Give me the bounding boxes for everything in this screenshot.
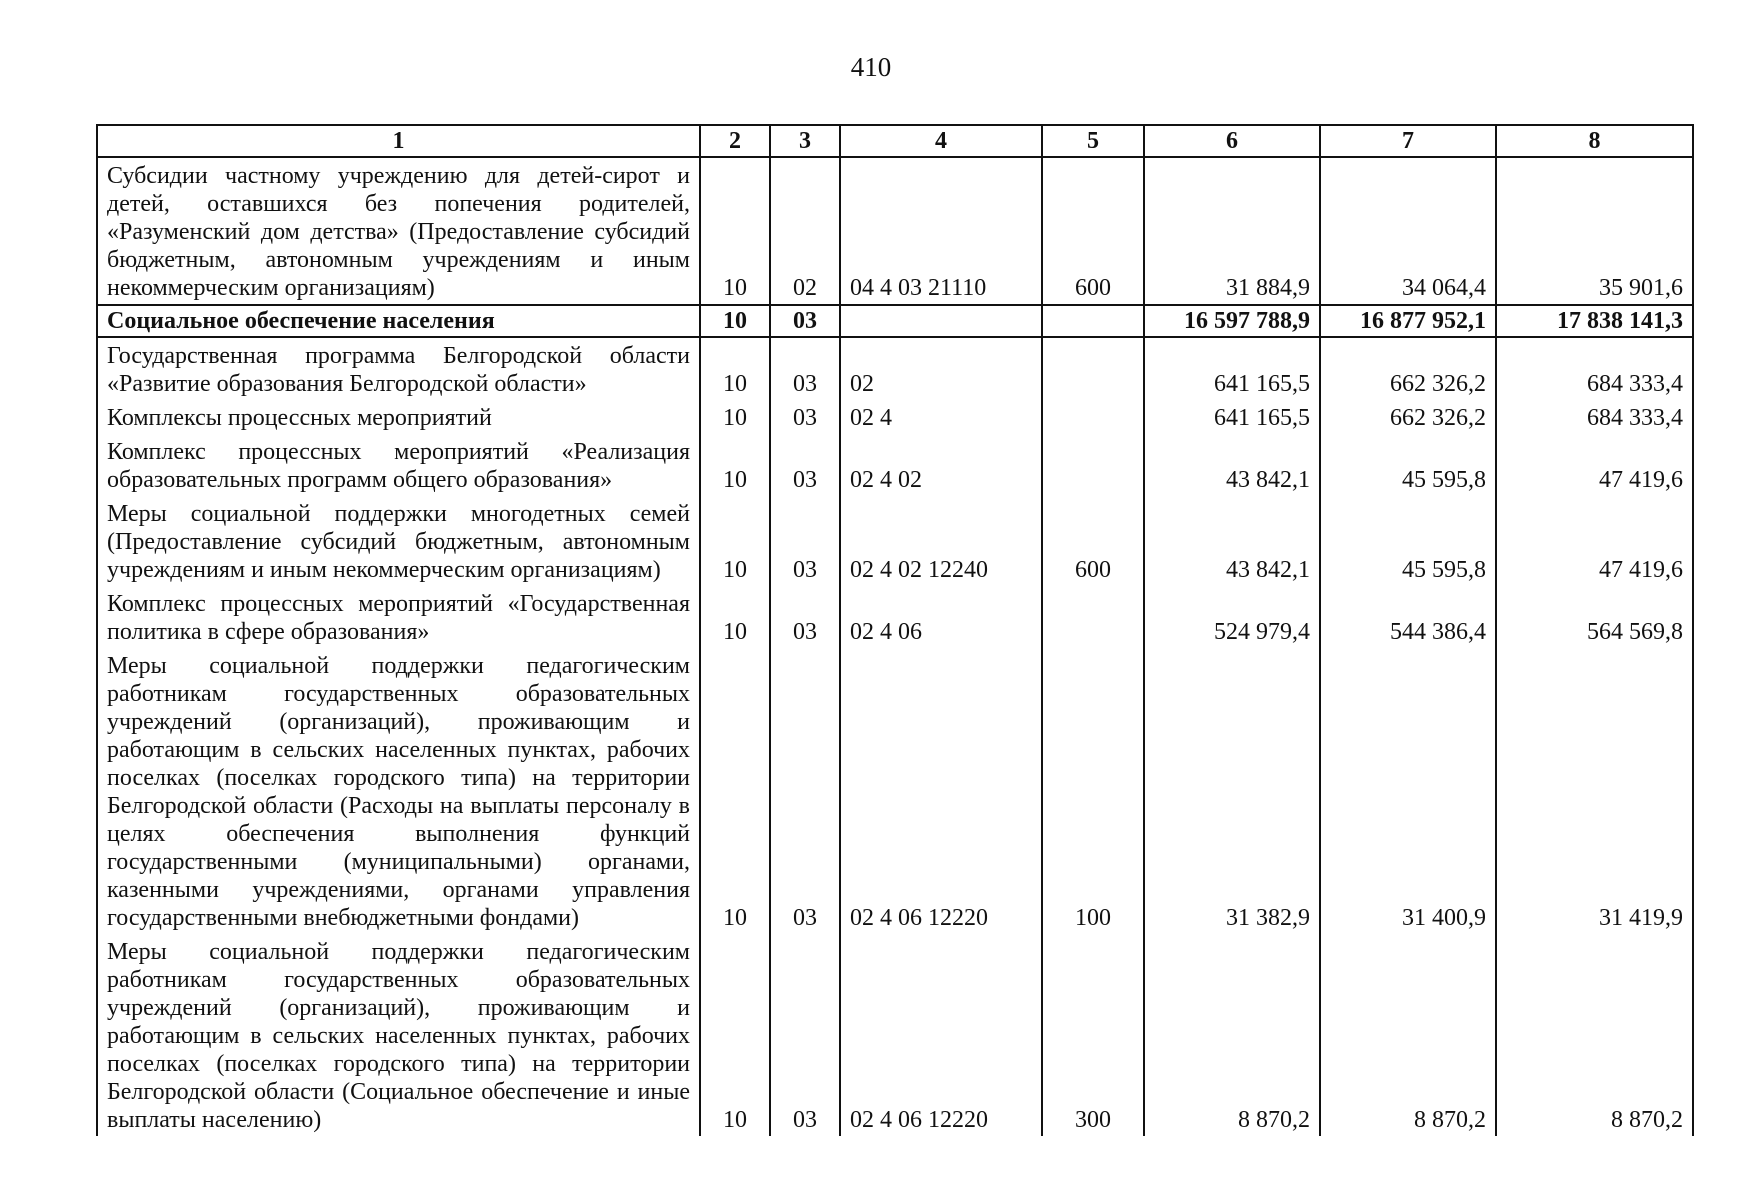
row-target-code: 02 4 02 12240 (840, 496, 1042, 586)
row-amount-3: 17 838 141,3 (1496, 305, 1693, 337)
row-razdel: 10 (700, 648, 770, 934)
row-podrazdel: 02 (770, 157, 840, 305)
row-expense-type: 600 (1042, 157, 1144, 305)
budget-table (96, 124, 1694, 1136)
row-name: Государственная программа Белгородской области «Развитие образования Белгородской области» (97, 337, 700, 400)
table-row (97, 400, 1693, 434)
row-name: Комплекс процессных мероприятий «Реализация образовательных программ общего образования» (97, 434, 700, 496)
row-amount-2: 16 877 952,1 (1320, 305, 1496, 337)
row-target-code: 02 4 06 12220 (840, 648, 1042, 934)
col-header-5: 5 (1042, 125, 1144, 157)
col-header-3: 3 (770, 125, 840, 157)
row-amount-2: 31 400,9 (1320, 648, 1496, 934)
row-name: Меры социальной поддержки многодетных семей (Предоставление субсидий бюджетным, автономным учреждениям и иным некоммерческим организациям) (97, 496, 700, 586)
col-header-8: 8 (1496, 125, 1693, 157)
row-target-code: 02 4 06 (840, 586, 1042, 648)
row-expense-type (1042, 305, 1144, 337)
row-target-code (840, 305, 1042, 337)
row-amount-3: 31 419,9 (1496, 648, 1693, 934)
row-amount-3: 35 901,6 (1496, 157, 1693, 305)
row-podrazdel: 03 (770, 934, 840, 1136)
table-row (97, 496, 1693, 586)
row-razdel: 10 (700, 337, 770, 400)
row-amount-3: 8 870,2 (1496, 934, 1693, 1136)
row-razdel: 10 (700, 305, 770, 337)
table-row (97, 337, 1693, 400)
row-amount-1: 31 382,9 (1144, 648, 1320, 934)
row-name: Меры социальной поддержки педагогическим работникам государственных образовательных учреждений (организаций), проживающим и работающим в сельских населенных пунктах, рабочих поселках (поселках городского типа) на территории Белгородской области (Социальное обеспечение и иные выплаты населению) (97, 934, 700, 1136)
row-amount-1: 16 597 788,9 (1144, 305, 1320, 337)
row-target-code: 04 4 03 21110 (840, 157, 1042, 305)
table-row (97, 648, 1693, 934)
row-expense-type (1042, 400, 1144, 434)
col-header-7: 7 (1320, 125, 1496, 157)
row-amount-1: 641 165,5 (1144, 337, 1320, 400)
row-amount-1: 524 979,4 (1144, 586, 1320, 648)
row-expense-type: 100 (1042, 648, 1144, 934)
row-podrazdel: 03 (770, 434, 840, 496)
row-name: Комплексы процессных мероприятий (97, 400, 700, 434)
table-row (97, 934, 1693, 1136)
row-amount-3: 47 419,6 (1496, 434, 1693, 496)
row-expense-type: 600 (1042, 496, 1144, 586)
row-amount-2: 662 326,2 (1320, 337, 1496, 400)
row-amount-2: 45 595,8 (1320, 434, 1496, 496)
row-amount-1: 8 870,2 (1144, 934, 1320, 1136)
row-amount-1: 43 842,1 (1144, 496, 1320, 586)
row-target-code: 02 (840, 337, 1042, 400)
row-expense-type (1042, 434, 1144, 496)
row-amount-3: 47 419,6 (1496, 496, 1693, 586)
page-number: 410 (850, 52, 892, 82)
row-razdel: 10 (700, 157, 770, 305)
row-razdel: 10 (700, 934, 770, 1136)
row-amount-1: 641 165,5 (1144, 400, 1320, 434)
row-target-code: 02 4 06 12220 (840, 934, 1042, 1136)
section-row (97, 305, 1693, 337)
row-expense-type (1042, 337, 1144, 400)
row-podrazdel: 03 (770, 648, 840, 934)
section-name: Социальное обеспечение населения (97, 305, 700, 337)
col-header-4: 4 (840, 125, 1042, 157)
row-podrazdel: 03 (770, 496, 840, 586)
row-name: Комплекс процессных мероприятий «Государственная политика в сфере образования» (97, 586, 700, 648)
row-podrazdel: 03 (770, 305, 840, 337)
row-name: Меры социальной поддержки педагогическим работникам государственных образовательных учреждений (организаций), проживающим и работающим в сельских населенных пунктах, рабочих поселках (поселках городского типа) на территории Белгородской области (Расходы на выплаты персоналу в целях обеспечения выполнения функций государственными (муниципальными) органами, казенными учреждениями, органами управления государственными внебюджетными фондами) (97, 648, 700, 934)
row-amount-2: 45 595,8 (1320, 496, 1496, 586)
row-amount-3: 684 333,4 (1496, 337, 1693, 400)
row-razdel: 10 (700, 400, 770, 434)
row-amount-1: 43 842,1 (1144, 434, 1320, 496)
row-razdel: 10 (700, 586, 770, 648)
row-expense-type: 300 (1042, 934, 1144, 1136)
row-amount-2: 8 870,2 (1320, 934, 1496, 1136)
table-row (97, 586, 1693, 648)
table-row (97, 157, 1693, 305)
header-row (97, 125, 1693, 157)
col-header-1: 1 (97, 125, 700, 157)
row-razdel: 10 (700, 434, 770, 496)
row-podrazdel: 03 (770, 337, 840, 400)
row-target-code: 02 4 02 (840, 434, 1042, 496)
row-expense-type (1042, 586, 1144, 648)
row-name: Субсидии частному учреждению для детей-сирот и детей, оставшихся без попечения родителей, «Разуменский дом детства» (Предоставление субсидий бюджетным, автономным учреждениям и иным некоммерческим организациям) (97, 157, 700, 305)
row-amount-2: 544 386,4 (1320, 586, 1496, 648)
row-amount-2: 34 064,4 (1320, 157, 1496, 305)
row-amount-3: 684 333,4 (1496, 400, 1693, 434)
row-amount-3: 564 569,8 (1496, 586, 1693, 648)
row-target-code: 02 4 (840, 400, 1042, 434)
row-podrazdel: 03 (770, 400, 840, 434)
table-row (97, 434, 1693, 496)
row-podrazdel: 03 (770, 586, 840, 648)
row-amount-2: 662 326,2 (1320, 400, 1496, 434)
row-razdel: 10 (700, 496, 770, 586)
col-header-6: 6 (1144, 125, 1320, 157)
row-amount-1: 31 884,9 (1144, 157, 1320, 305)
col-header-2: 2 (700, 125, 770, 157)
